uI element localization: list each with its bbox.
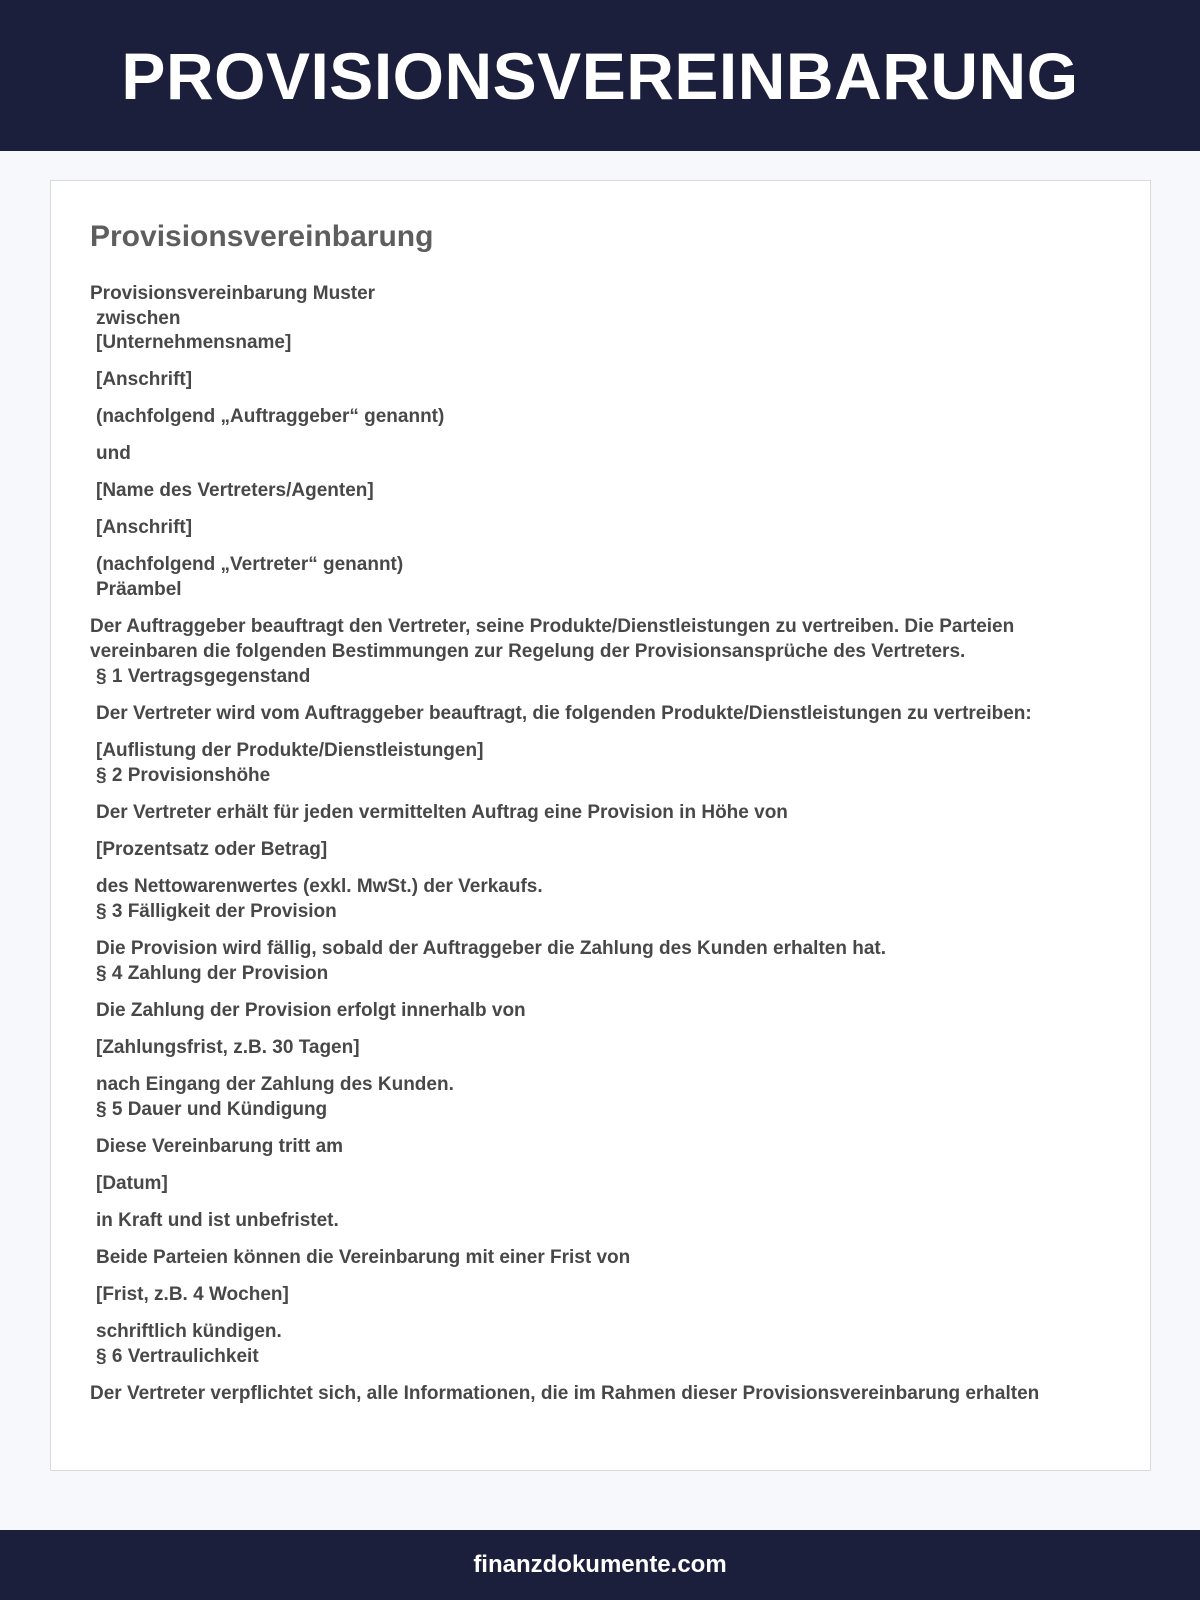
doc-line: nach Eingang der Zahlung des Kunden. (96, 1074, 454, 1095)
doc-section-heading: § 4 Zahlung der Provision (96, 963, 329, 984)
doc-line: [Anschrift] (96, 369, 193, 390)
header-title: PROVISIONSVEREINBARUNG (121, 38, 1079, 113)
doc-line: Provisionsvereinbarung Muster (90, 283, 376, 304)
doc-section-heading: § 2 Provisionshöhe (96, 765, 271, 786)
doc-line: Die Zahlung der Provision erfolgt innerhalb von (96, 1000, 526, 1021)
document-heading: Provisionsvereinbarung (90, 220, 434, 253)
doc-line: [Auflistung der Produkte/Dienstleistungen] (96, 740, 484, 761)
doc-line: Der Vertreter wird vom Auftraggeber beauftragt, die folgenden Produkte/Dienstleistungen zu vertreiben: (96, 703, 1032, 724)
page-footer (0, 1530, 1200, 1600)
doc-line: Diese Vereinbarung tritt am (96, 1136, 344, 1157)
doc-section-heading: § 1 Vertragsgegenstand (96, 666, 311, 687)
doc-line: [Datum] (96, 1173, 168, 1194)
doc-section-heading: § 6 Vertraulichkeit (96, 1346, 259, 1367)
doc-line: (nachfolgend „Vertreter“ genannt) (96, 554, 404, 575)
doc-line: Präambel (96, 579, 182, 600)
doc-section-heading: § 5 Dauer und Kündigung (96, 1099, 328, 1120)
page-header (0, 0, 1200, 151)
doc-line: [Prozentsatz oder Betrag] (96, 839, 328, 860)
doc-line: Die Provision wird fällig, sobald der Auftraggeber die Zahlung des Kunden erhalten hat. (96, 938, 887, 959)
doc-line: (nachfolgend „Auftraggeber“ genannt) (96, 406, 445, 427)
doc-line: Der Vertreter erhält für jeden vermittelten Auftrag eine Provision in Höhe von (96, 802, 788, 823)
doc-paragraph: Der Auftraggeber beauftragt den Vertreter, seine Produkte/Dienstleistungen zu vertreiben. Die Parteien vereinbaren die folgenden Bestimmungen zur Regelung der Provisionsansprüche des Vertreters. (90, 616, 1015, 662)
doc-line: des Nettowarenwertes (exkl. MwSt.) der Verkaufs. (96, 876, 543, 897)
doc-line: zwischen (96, 308, 181, 329)
doc-line: in Kraft und ist unbefristet. (96, 1210, 339, 1231)
footer-site-name: finanzdokumente.com (473, 1551, 727, 1578)
doc-line: [Zahlungsfrist, z.B. 30 Tagen] (96, 1037, 360, 1058)
doc-line: [Frist, z.B. 4 Wochen] (96, 1284, 289, 1305)
doc-line: und (96, 443, 131, 464)
doc-line: schriftlich kündigen. (96, 1321, 282, 1342)
doc-line: Beide Parteien können die Vereinbarung mit einer Frist von (96, 1247, 631, 1268)
doc-line: Der Vertreter verpflichtet sich, alle Informationen, die im Rahmen dieser Provisionsvereinbarung erhalten (90, 1383, 1040, 1404)
doc-line: [Name des Vertreters/Agenten] (96, 480, 374, 501)
doc-line: [Anschrift] (96, 517, 193, 538)
document-card (50, 180, 1151, 1471)
doc-section-heading: § 3 Fälligkeit der Provision (96, 901, 337, 922)
doc-line: [Unternehmensname] (96, 332, 292, 353)
